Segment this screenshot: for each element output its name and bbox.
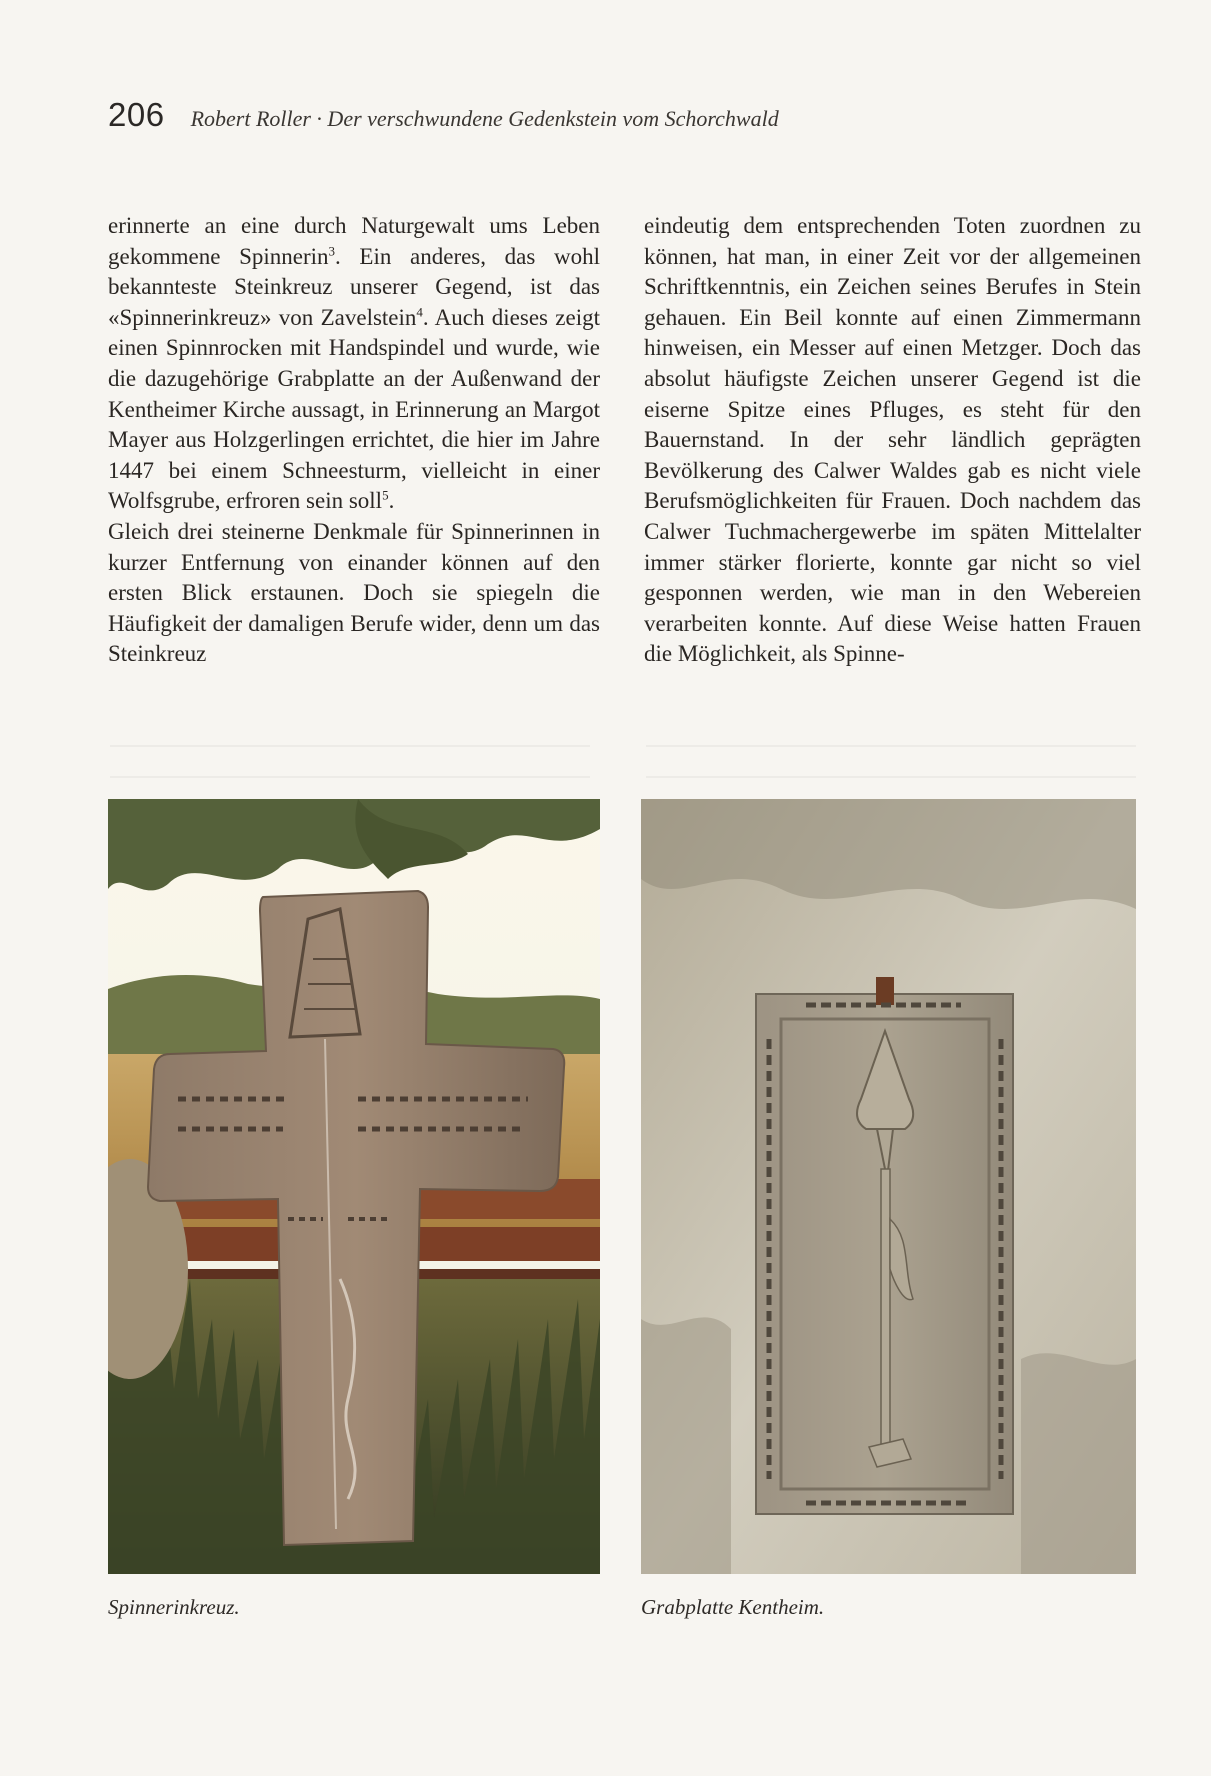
show-through-line: [110, 776, 590, 778]
footnote-marker-4: 4: [416, 304, 423, 320]
right-paragraph-1: eindeutig dem entsprechenden Toten zuordnen zu können, hat man, in einer Zeit vor der allgemeinen Schriftkenntnis, ein Zeichen seines Berufes in Stein gehauen. Ein Beil konnte auf einen Zimmermann hinweisen, ein Messer auf einen Metzger. Doch das absolut häufigste Zeichen unserer Gegend ist die eiserne Spitze eines Pfluges, es steht für den Bauernstand. In der sehr ländlich geprägten Bevölkerung des Calwer Waldes gab es nicht viele Berufsmöglichkeiten für Frauen. Doch nachdem das Calwer Tuchmachergewerbe im späten Mittelalter immer stärker florierte, konnte gar nicht so viel gesponnen werden, wie man in den Webereien verarbeiten konnte. Auf diese Weise hatten Frauen die Möglichkeit, als Spinne-: [644, 213, 1141, 667]
left-text-column: [108, 211, 600, 670]
photo-grabplatte-kentheim: [641, 799, 1136, 1574]
figure-caption-left: Spinnerinkreuz.: [108, 1595, 240, 1619]
stone-cross-illustration: [108, 799, 600, 1574]
figure-caption-right: Grabplatte Kentheim.: [641, 1595, 825, 1619]
text-run: . Auch dieses zeigt einen Spinnrocken mit Handspindel und wurde, wie die dazugehörige Grabplatte an der Außenwand der Kentheimer Kirche aussagt, in Erinnerung an Margot Mayer aus Holzgerlingen errichtet, die hier im Jahre 1447 bei einem Schneesturm, vielleicht in einer Wolfsgrube, erfroren sein soll: [108, 304, 600, 514]
footnote-marker-3: 3: [328, 242, 336, 258]
footnote-marker-5: 5: [382, 487, 389, 503]
right-text-column: [644, 211, 1141, 670]
show-through-line: [110, 745, 590, 747]
left-paragraph-2: Gleich drei steinerne Denkmale für Spinnerinnen in kurzer Entfernung von einander können auf den ersten Blick erstaunen. Doch sie spiegeln die Häufigkeit der damaligen Berufe wider, denn um das Steinkreuz: [108, 518, 600, 667]
grave-slab-illustration: [641, 799, 1136, 1574]
text-run: . Ein anderes, das wohl bekannteste Steinkreuz unserer Gegend, ist das «Spinnerinkreuz» von Zavelstein: [108, 243, 600, 330]
page-number: 206: [108, 96, 165, 133]
left-paragraph-1: [108, 211, 600, 517]
running-header: [108, 96, 779, 134]
show-through-line: [646, 776, 1136, 778]
show-through-line: [646, 745, 1136, 747]
photo-spinnerinkreuz: [108, 799, 600, 1574]
text-run: erinnerte an eine durch Naturgewalt ums Leben gekommene Spinnerin: [108, 213, 600, 269]
running-title: Robert Roller · Der verschwundene Gedenkstein vom Schorchwald: [190, 106, 779, 131]
text-run: .: [388, 488, 395, 514]
